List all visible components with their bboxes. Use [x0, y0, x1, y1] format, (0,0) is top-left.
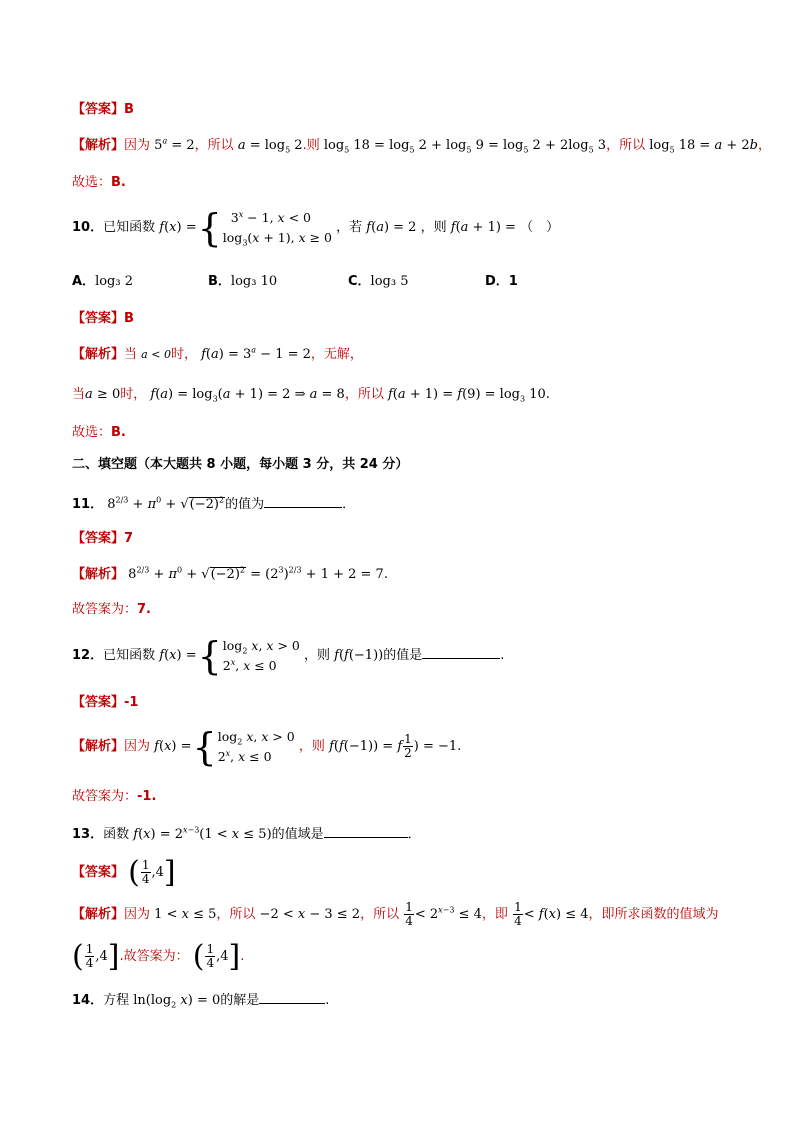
answer-blank[interactable]	[324, 824, 408, 838]
answer-12: 【答案】-1	[72, 695, 139, 710]
math: $f(x) = 2^{x-3}(1 < x \le 5)$	[133, 825, 272, 842]
answer-value: B	[124, 102, 134, 117]
math: $8^{2/3} + \pi^0 + √(-2)^2 = (2^3)^{2/3} + 1 + 2 = 7$	[128, 565, 384, 582]
math: f(x) =	[159, 220, 197, 235]
solution-9: 【解析】因为 $5^a = 2$，所以 $a = \log_5 2$.则 $\log_5 18 = \log_5 2 + \log_5 9 = \log_5 2 + 2\log_5$ 3，所以 $\log_5 18 = a + 2b$，	[72, 136, 772, 155]
piecewise: $\log_2 x$, x > 0 2$^x$, x ≤ 0	[222, 637, 300, 673]
question-10: 10．已知函数 f(x) ={ $3^x - 1$, x < 0 $\log_3(x + 1)$, x ≥ 0 ，若 f(a) = 2 ，则 f(a + 1) = （ ）	[72, 205, 560, 250]
math: $\log_5 18 = a + 2b$	[649, 138, 758, 155]
answer-label: 【答案】	[72, 102, 125, 117]
answer-10: 【答案】B	[72, 311, 134, 326]
option-c: C．log₃ 5	[348, 274, 409, 289]
brace: {	[197, 633, 222, 678]
solution-10b: 当a ≥ 0时， $f(a) = \log_3(a + 1) = 2$ ⇒ a = 8，所以 $f(a + 1) = f(9) = \log_3 10$.	[72, 387, 550, 404]
solution-13b: ( $\frac{1}{4}$ ,4].故答案为： ( $\frac{1}{4}$ ,4].	[72, 938, 245, 974]
question-13: 13．函数 $f(x) = 2^{x-3}(1 < x \le 5)$的值域是 ．	[72, 825, 421, 842]
math: $8^{2/3} + \pi^0 + √(-2)^2$	[107, 495, 225, 512]
math: $f(a) = 3^a - 1 = 2$	[201, 345, 311, 362]
solution-12: 【解析】因为 f(x) ={ $\log_2 x$, x > 0 2$^x$, x ≤ 0 ，则 f(f(−1)) = f $\frac{1}{2}$ ) = −1.	[72, 724, 462, 769]
math: a < 0	[141, 348, 171, 361]
math: f(a) = 2	[366, 220, 417, 235]
brace: {	[197, 205, 222, 250]
section-title: 二、填空题（本大题共 8 小题，每小题 3 分，共 24 分）	[72, 457, 409, 472]
solution-10: 【解析】当 a < 0时， $f(a) = 3^a - 1 = 2$，无解，	[72, 345, 363, 362]
math: f(f(−1)) = f	[329, 739, 403, 754]
math: f(x) =	[154, 739, 192, 754]
question-11: 11． $8^{2/3} + \pi^0 + √(-2)^2$的值为 ．	[72, 495, 356, 512]
piecewise: $\log_2 x$, x > 0 2$^x$, x ≤ 0	[217, 728, 295, 764]
math: f(f(−1))	[334, 648, 384, 663]
answer-blank[interactable]	[264, 494, 342, 508]
option-a: A．log₃ 2	[72, 274, 133, 289]
math: $\log_5 18 = \log_5 2 + \log_5 9 = \log_5 2 + 2\log_5$ 3	[323, 138, 607, 155]
math: $5^a = 2$	[154, 136, 195, 153]
solution-10-end: 故选：B.	[72, 425, 126, 440]
solution-9-end: 故选：B.	[72, 175, 126, 190]
answer-blank[interactable]	[259, 990, 325, 1004]
math: $f(a + 1) = f(9) = \log_3 10$	[387, 387, 546, 404]
math: $f(a) = \log_3(a + 1) = 2$ ⇒ a = 8	[150, 387, 345, 404]
answer-11: 【答案】7	[72, 531, 134, 546]
option-b: B．log₃ 10	[208, 274, 278, 289]
math: $a = \log_5 2$	[237, 138, 303, 155]
answer-9	[72, 101, 134, 119]
solution-12-end: 故答案为：-1.	[72, 789, 157, 804]
math: f(a + 1) =	[450, 220, 516, 235]
solution-11-end: 故答案为：7.	[72, 602, 151, 617]
fraction: $\frac{1}{2}$	[404, 732, 412, 760]
math: $\ln(\log_2$ x) = 0	[133, 993, 221, 1010]
brace: {	[192, 724, 217, 769]
option-d: D．1	[485, 274, 518, 289]
math: a ≥ 0	[85, 387, 121, 402]
answer-13: 【答案】 ( $\frac{1}{4}$ ,4]	[72, 854, 176, 890]
solution-11: 【解析】 $8^{2/3} + \pi^0 + √(-2)^2 = (2^3)^{2/3} + 1 + 2 = 7$.	[72, 565, 388, 582]
question-12: 12．已知函数 f(x) ={ $\log_2 x$, x > 0 2$^x$, x ≤ 0 ，则 f(f(−1))的值是 .	[72, 633, 505, 678]
question-number: 10．	[72, 220, 104, 235]
fraction: $\frac{1}{4}$	[141, 858, 150, 886]
solution-13: 【解析】因为 1 < x ≤ 5，所以 −2 < x − 3 ≤ 2，所以 $\frac{1}{4}$ < $2^{x-3} \le 4$，即 $\frac{1}{4}$ < f(x) ≤ 4，即所求函数的值域为	[72, 900, 719, 928]
math: f(x) =	[159, 648, 197, 663]
answer-blank[interactable]	[422, 645, 500, 659]
piecewise: $3^x - 1$, x < 0 $\log_3(x + 1)$, x ≥ 0	[222, 209, 332, 247]
solution-label: 【解析】	[72, 138, 125, 153]
question-14: 14．方程 $\ln(\log_2$ x) = 0的解是 .	[72, 990, 329, 1010]
